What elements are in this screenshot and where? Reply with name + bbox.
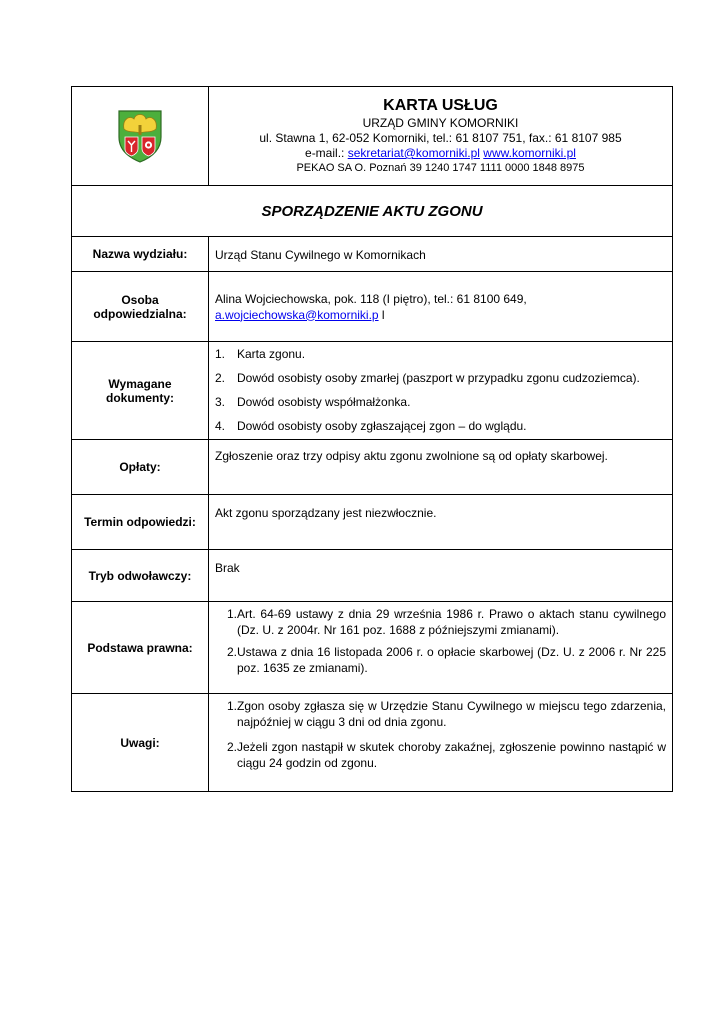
list-item: 1. Zgon osoby zgłasza się w Urzędzie Stanu Cywilnego w miejscu tego zdarzenia, najpóźniej w ciągu 3 dni od dnia zgonu. xyxy=(227,699,666,729)
responsible-text: Alina Wojciechowska, pok. 118 (I piętro), tel.: 61 8100 649, xyxy=(215,291,527,306)
remarks-row xyxy=(72,694,673,792)
appeal-label: Tryb odwoławczy: xyxy=(72,550,209,602)
subject-row xyxy=(72,186,673,237)
website-link[interactable]: www.komorniki.pl xyxy=(483,146,576,160)
list-item: 2. Ustawa z dnia 16 listopada 2006 r. o opłacie skarbowej (Dz. U. z 2006 r. Nr 225 poz. 1635 ze zmianami). xyxy=(227,645,666,675)
office-name: URZĄD GMINY KOMORNIKI xyxy=(362,116,519,130)
deadline-row xyxy=(72,495,673,550)
list-item: 2. Dowód osobisty osoby zmarłej (paszport w przypadku zgonu cudzoziemca). xyxy=(215,371,640,385)
department-row xyxy=(72,237,673,272)
appeal-value: Brak xyxy=(209,550,673,602)
service-subject: SPORZĄDZENIE AKTU ZGONU xyxy=(72,186,673,237)
remarks-label: Uwagi: xyxy=(72,694,209,792)
deadline-value: Akt zgonu sporządzany jest niezwłocznie. xyxy=(209,495,673,550)
legal-row xyxy=(72,602,673,694)
coat-of-arms-icon xyxy=(116,107,164,163)
fees-row xyxy=(72,440,673,495)
responsible-label: Osoba odpowiedzialna: xyxy=(72,272,209,342)
office-address: ul. Stawna 1, 62-052 Komorniki, tel.: 61 8107 751, fax.: 61 8107 985 xyxy=(259,131,622,145)
documents-value xyxy=(209,342,673,440)
department-value: Urząd Stanu Cywilnego w Komornikach xyxy=(209,237,673,272)
remarks-value xyxy=(209,694,673,792)
card-title: KARTA USŁUG xyxy=(383,97,498,114)
documents-label: Wymagane dokumenty: xyxy=(72,342,209,440)
service-card xyxy=(71,86,672,792)
header-row xyxy=(72,87,673,186)
list-item: 4. Dowód osobisty osoby zgłaszającej zgon – do wglądu. xyxy=(215,419,527,433)
contact-line xyxy=(209,146,672,161)
responsible-suffix: l xyxy=(378,307,385,322)
legal-label: Podstawa prawna: xyxy=(72,602,209,694)
appeal-row xyxy=(72,550,673,602)
list-item: 1. Art. 64-69 ustawy z dnia 29 września 1986 r. Prawo o aktach stanu cywilnego (Dz. U. z 2004r. Nr 161 poz. 1688 z późniejszymi zmianami). xyxy=(227,607,666,637)
documents-list xyxy=(215,342,666,438)
responsible-value xyxy=(209,272,673,342)
responsible-email-link[interactable]: a.wojciechowska@komorniki.p xyxy=(215,307,379,322)
deadline-label: Termin odpowiedzi: xyxy=(72,495,209,550)
header-info xyxy=(209,87,673,186)
department-label: Nazwa wydziału: xyxy=(72,237,209,272)
coat-of-arms-cell xyxy=(72,87,209,186)
service-table xyxy=(71,86,673,792)
legal-value xyxy=(209,602,673,694)
documents-row xyxy=(72,342,673,440)
list-item: 3. Dowód osobisty współmałżonka. xyxy=(215,395,411,409)
legal-list xyxy=(215,606,666,676)
email-prefix: e-mail.: xyxy=(305,146,348,160)
remarks-list xyxy=(215,698,666,771)
responsible-row xyxy=(72,272,673,342)
list-item: 1. Karta zgonu. xyxy=(215,347,306,361)
email-link[interactable]: sekretariat@komorniki.pl xyxy=(347,146,480,160)
fees-label: Opłaty: xyxy=(72,440,209,495)
list-item: 2. Jeżeli zgon nastąpił w skutek choroby zakaźnej, zgłoszenie powinno nastąpić w ciągu 24 godzin od zgonu. xyxy=(227,740,666,770)
bank-account: PEKAO SA O. Poznań 39 1240 1747 1111 0000 1848 8975 xyxy=(296,162,585,174)
fees-value: Zgłoszenie oraz trzy odpisy aktu zgonu zwolnione są od opłaty skarbowej. xyxy=(209,440,673,495)
